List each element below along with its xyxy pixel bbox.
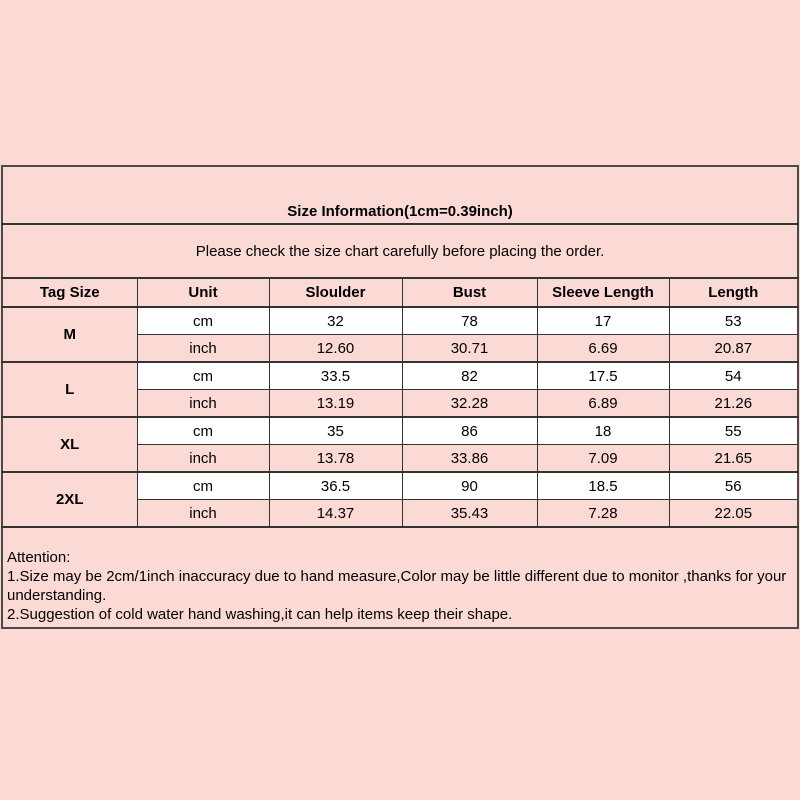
value-cell: 86 [402, 417, 537, 445]
value-cell: 35.43 [402, 500, 537, 528]
value-cell: 32.28 [402, 390, 537, 418]
value-cell: 12.60 [269, 335, 402, 363]
header-tag-size: Tag Size [2, 278, 137, 307]
value-cell: 35 [269, 417, 402, 445]
value-cell: 6.89 [537, 390, 669, 418]
value-cell: 6.69 [537, 335, 669, 363]
header-shoulder: Sloulder [269, 278, 402, 307]
value-cell: 21.26 [669, 390, 798, 418]
unit-inch-cell: inch [137, 500, 269, 528]
value-cell: 7.28 [537, 500, 669, 528]
unit-cm-cell: cm [137, 307, 269, 335]
tag-size-l: L [2, 362, 137, 417]
value-cell: 14.37 [269, 500, 402, 528]
value-cell: 17.5 [537, 362, 669, 390]
value-cell: 13.78 [269, 445, 402, 473]
tag-size-xl: XL [2, 417, 137, 472]
attention-row [2, 527, 798, 628]
value-cell: 33.5 [269, 362, 402, 390]
value-cell: 18.5 [537, 472, 669, 500]
value-cell: 53 [669, 307, 798, 335]
value-cell: 36.5 [269, 472, 402, 500]
value-cell: 20.87 [669, 335, 798, 363]
value-cell: 30.71 [402, 335, 537, 363]
attention-heading: Attention: [7, 549, 71, 566]
value-cell: 33.86 [402, 445, 537, 473]
unit-cm-cell: cm [137, 472, 269, 500]
value-cell: 56 [669, 472, 798, 500]
value-cell: 13.19 [269, 390, 402, 418]
header-sleeve-length: Sleeve Length [537, 278, 669, 307]
unit-cm-cell: cm [137, 362, 269, 390]
value-cell: 18 [537, 417, 669, 445]
header-row [2, 278, 798, 307]
unit-inch-cell: inch [137, 390, 269, 418]
value-cell: 7.09 [537, 445, 669, 473]
size-row-2xl-cm [2, 472, 798, 500]
unit-inch-cell: inch [137, 335, 269, 363]
header-bust: Bust [402, 278, 537, 307]
unit-inch-cell: inch [137, 445, 269, 473]
value-cell: 55 [669, 417, 798, 445]
size-row-l-cm [2, 362, 798, 390]
value-cell: 82 [402, 362, 537, 390]
header-length: Length [669, 278, 798, 307]
size-chart-notice: Please check the size chart carefully before placing the order. [2, 224, 798, 278]
unit-cm-cell: cm [137, 417, 269, 445]
title-row [2, 166, 798, 224]
tag-size-m: M [2, 307, 137, 362]
value-cell: 78 [402, 307, 537, 335]
value-cell: 54 [669, 362, 798, 390]
header-unit: Unit [137, 278, 269, 307]
size-row-xl-cm [2, 417, 798, 445]
size-info-title: Size Information(1cm=0.39inch) [2, 166, 798, 224]
value-cell: 22.05 [669, 500, 798, 528]
value-cell: 90 [402, 472, 537, 500]
attention-line-1: 1.Size may be 2cm/1inch inaccuracy due to hand measure,Color may be little different due to monitor ,thanks for your understanding. [7, 568, 787, 604]
tag-size-2xl: 2XL [2, 472, 137, 527]
value-cell: 17 [537, 307, 669, 335]
attention-note [2, 527, 798, 628]
value-cell: 21.65 [669, 445, 798, 473]
subtitle-row [2, 224, 798, 278]
attention-line-2: 2.Suggestion of cold water hand washing,it can help items keep their shape. [7, 606, 513, 623]
size-chart-table [1, 165, 799, 629]
value-cell: 32 [269, 307, 402, 335]
size-row-m-cm [2, 307, 798, 335]
